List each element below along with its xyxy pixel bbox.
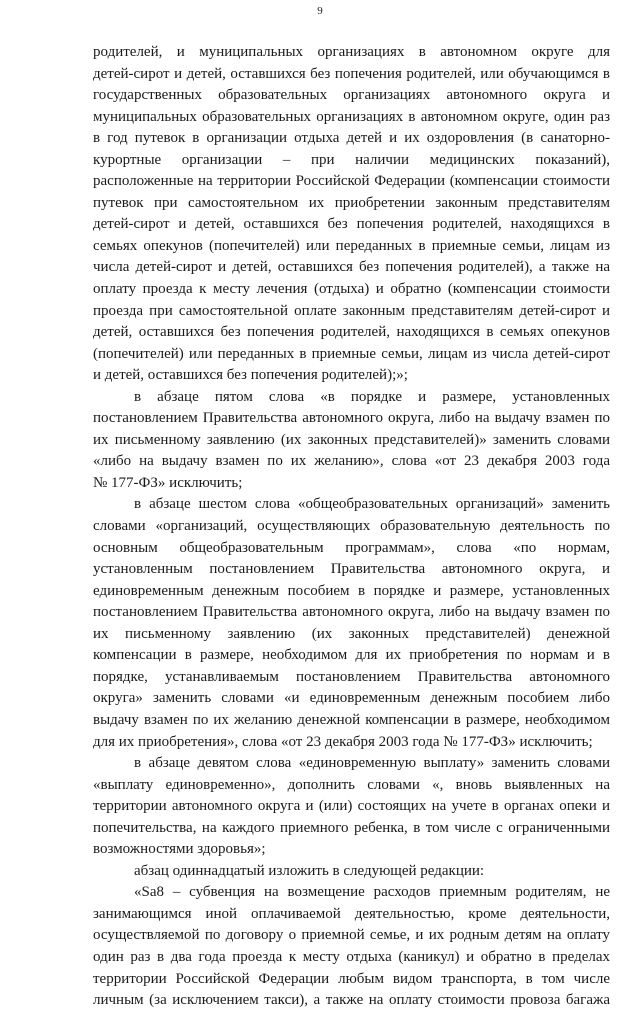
text-line: курортные организации – при наличии медицинских показаний), <box>93 151 610 168</box>
text-line: № 177-ФЗ» исключить; <box>93 474 243 491</box>
text-line: выдачу взамен по их желанию денежной компенсации в размере, необходимом <box>93 711 610 728</box>
text-line: числа детей-сирот и детей, оставшихся без попечения родителей), а также на <box>93 259 610 276</box>
text-line: в год путевок в организации отдыха детей и их оздоровления (в санаторно- <box>93 130 610 147</box>
page-number: 9 <box>317 5 323 17</box>
text-line: один раз в два года проезда к месту отдыха (каникул) и обратно в пределах <box>93 948 610 965</box>
text-line: основным общеобразовательным программам», слова «по нормам, <box>93 539 610 556</box>
text-line: «Sa8 – субвенция на возмещение расходов приемным родителям, не <box>134 884 610 901</box>
text-line: муниципальных образовательных организациях в автономном округе, один раз <box>93 108 610 125</box>
text-line: личным (за исключением такси), а также на оплату стоимости провоза багажа <box>93 992 610 1009</box>
text-line: единовременным денежным пособием в порядке и размере, установленных <box>93 582 610 599</box>
text-line: попечительства, на каждого приемного ребенка, в том числе с ограниченными <box>93 819 610 836</box>
text-line: установленным постановлением Правительства автономного округа, и <box>93 561 610 578</box>
text-line: и детей, оставшихся без попечения родителей);»; <box>93 367 408 384</box>
text-line: их письменному заявлению (их законных представителей)» заменить словами <box>93 431 610 448</box>
text-line: расположенные на территории Российской Федерации (компенсации стоимости <box>93 173 610 190</box>
document-body <box>93 42 610 1012</box>
text-line: для их приобретения», слова «от 23 декабря 2003 года № 177-ФЗ» исключить; <box>93 733 593 750</box>
text-line: постановлением Правительства автономного округа, либо на выдачу взамен по <box>93 604 610 621</box>
text-line: их письменному заявлению (их законных представителей) денежной <box>93 625 610 642</box>
text-line: в абзаце девятом слова «единовременную выплату» заменить словами <box>134 755 610 772</box>
text-line: словами «организаций, осуществляющих образовательную деятельность по <box>93 518 610 535</box>
text-line: родителей, и муниципальных организациях в автономном округе для <box>93 44 610 60</box>
text-line: детей-сирот и детей, оставшихся без попечения родителей, или обучающимся в <box>93 65 610 82</box>
text-line: проезда при самостоятельной оплате законным представителям детей-сирот и <box>93 302 610 319</box>
text-line: абзац одиннадцатый изложить в следующей редакции: <box>134 862 485 879</box>
text-line: «либо на выдачу взамен по их желанию», слова «от 23 декабря 2003 года <box>93 453 610 470</box>
text-line: детей-сирот и детей, оставшихся без попечения родителей, находящихся в <box>93 216 610 233</box>
text-line: компенсации в размере, необходимом для их приобретения по нормам и в <box>93 647 610 664</box>
text-line: территории автономного округа и (или) состоящих на учете в органах опеки и <box>93 798 610 815</box>
text-line: занимающимся иной оплачиваемой деятельностью, кроме деятельности, <box>93 905 610 922</box>
text-line: осуществляемой по договору о приемной семье, и их родным детям на оплату <box>93 927 610 944</box>
text-line: в абзаце шестом слова «общеобразовательных организаций» заменить <box>134 496 610 513</box>
text-line: путевок при самостоятельном их приобретении законным представителям <box>93 194 610 211</box>
text-line: оплату проезда к месту лечения (отдыха) и обратно (компенсации стоимости <box>93 281 610 298</box>
text-line: порядке, устанавливаемым постановлением Правительства автономного <box>93 668 610 685</box>
text-line: семьях опекунов (попечителей) или переданных в приемные семьи, лицам из <box>93 237 610 254</box>
text-line: детей, оставшихся без попечения родителей, находящихся в семьях опекунов <box>93 324 610 341</box>
text-line: государственных образовательных организациях автономного округа и <box>93 87 610 104</box>
text-line: в абзаце пятом слова «в порядке и размере, установленных <box>134 388 610 405</box>
text-line: «выплату единовременно», дополнить словами «, вновь выявленных на <box>93 776 610 793</box>
text-line: возможностями здоровья»; <box>93 841 266 858</box>
text-line: территории Российской Федерации любым видом транспорта, в том числе <box>93 970 610 987</box>
text-line: (попечителей) или переданных в приемные семьи, лицам из числа детей-сирот <box>93 345 610 362</box>
text-line: постановлением Правительства автономного округа, либо на выдачу взамен по <box>93 410 610 427</box>
text-line: округа» заменить словами «и единовременным денежным пособием либо <box>93 690 610 707</box>
